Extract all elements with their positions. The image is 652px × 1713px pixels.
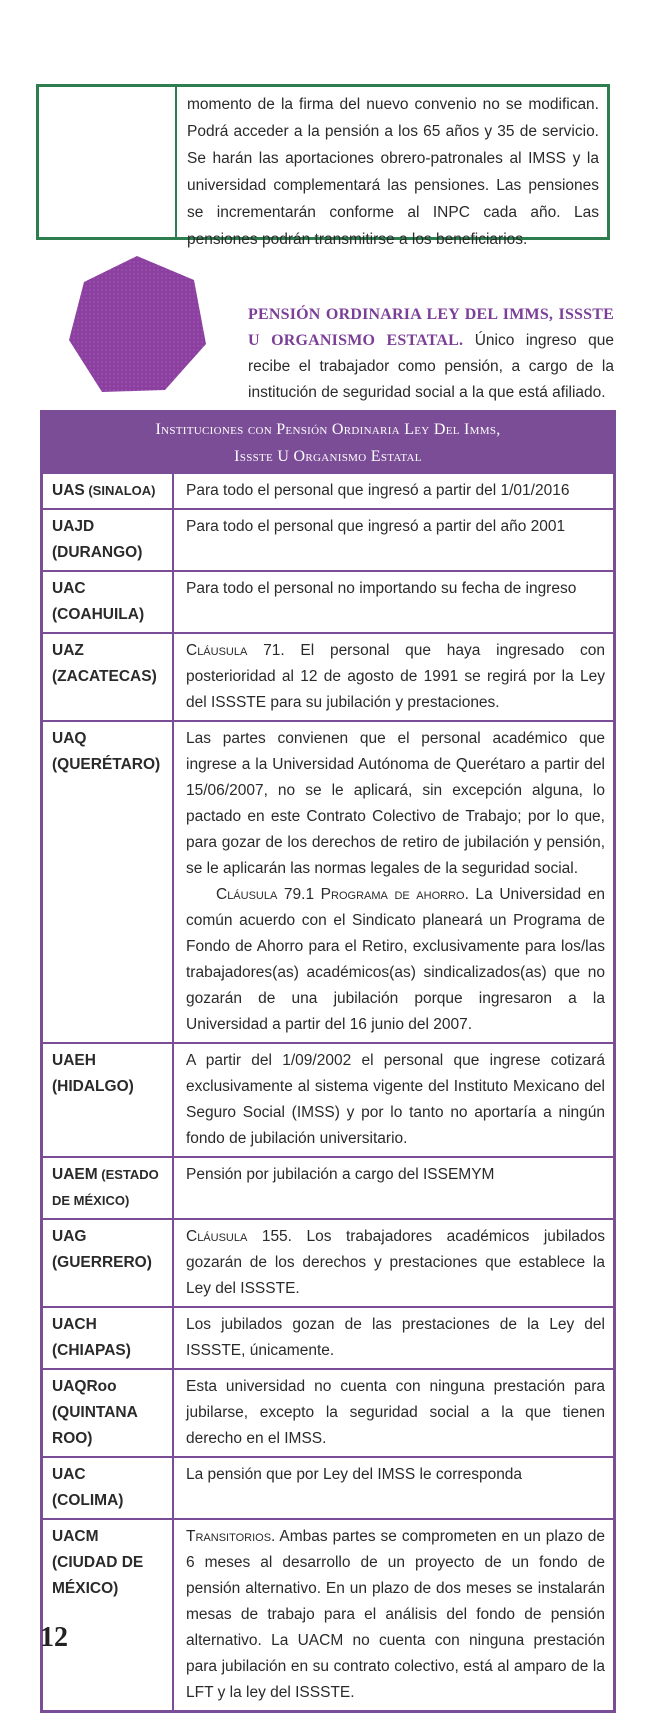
- university-cell: UAC (COAHUILA): [43, 572, 174, 632]
- table-row: [43, 474, 613, 508]
- intro-paragraph: [248, 302, 614, 406]
- university-cell: UAZ (ZACATECAS): [43, 634, 174, 720]
- description-cell: [174, 634, 613, 720]
- university-cell: UAQ (QUERÉTARO): [43, 722, 174, 1042]
- description-paragraph: [186, 882, 605, 1038]
- description-cell: Pensión por jubilación a cargo del ISSEMYM: [186, 1166, 495, 1183]
- continuation-box: [36, 84, 610, 248]
- clause-label: Transitorios.: [186, 1528, 276, 1545]
- description-cell: Esta universidad no cuenta con ninguna prestación para jubilarse, excepto la seguridad social a la que tienen derecho en el IMSS.: [186, 1378, 605, 1447]
- clause-text: Ambas partes se comprometen en un plazo de 6 meses al desarrollo de un proyecto de un fondo de pensión alternativo. En un plazo de dos meses se instalarán mesas de trabajo para el análisis del fondo de pensión alternativo. La UACM no cuenta con ninguna prestación para jubilación en su contrato colectivo, está al amparo de la LFT y la ley del ISSSTE.: [186, 1528, 605, 1701]
- state-name: (SINALOA): [84, 483, 156, 498]
- university-cell: UACM (CIUDAD DE MÉXICO): [43, 1520, 174, 1710]
- description-cell: [174, 1220, 613, 1306]
- clause-label: Cláusula 79.1 Programa de ahorro.: [216, 886, 469, 903]
- hexagon-icon: [64, 252, 210, 398]
- description-cell: La pensión que por Ley del IMSS le corresponda: [186, 1466, 523, 1483]
- clause-label: Cláusula: [186, 642, 248, 659]
- table-row: [43, 632, 613, 720]
- university-cell: [43, 474, 174, 508]
- table-row: [43, 1368, 613, 1456]
- table-row: [43, 1042, 613, 1156]
- state-name: (ESTADO DE MÉXICO): [52, 1167, 159, 1208]
- clause-text: La Universidad en común acuerdo con el Sindicato planeará un Programa de Fondo de Ahorro para el Retiro, exclusivamente para los/las trabajadores(as) académicos(as) sindicalizados(as) que no gozarán de una jubilación porque ingresaron a la Universidad a partir del 16 junio del 2007.: [186, 886, 606, 1033]
- table-row: [43, 570, 613, 632]
- page-number: 12: [40, 1622, 68, 1653]
- university-name: UAEM: [52, 1166, 98, 1183]
- university-cell: [43, 1158, 174, 1218]
- intro-heading: PENSIÓN ORDINARIA LEY DEL IMMS, ISSSTE U ORGANISMO ESTATAL.: [248, 306, 614, 349]
- table-row: [43, 720, 613, 1042]
- table-body: [40, 474, 616, 1713]
- table-header: Instituciones con Pensión Ordinaria Ley Del Imms, Issste U Organismo Estatal: [40, 410, 616, 474]
- table-row: [43, 1306, 613, 1368]
- description-cell: [174, 722, 613, 1042]
- description-cell: Para todo el personal no importando su fecha de ingreso: [186, 580, 577, 597]
- clause-text: 155. Los trabajadores académicos jubilados gozarán de los derechos y prestaciones que establece la Ley del ISSSTE.: [186, 1228, 605, 1297]
- description-cell: Los jubilados gozan de las prestaciones de la Ley del ISSSTE, únicamente.: [186, 1316, 605, 1359]
- university-cell: UAJD (DURANGO): [43, 510, 174, 570]
- university-name: UAS: [52, 482, 85, 499]
- description-cell: Para todo el personal que ingresó a partir del año 2001: [186, 518, 566, 535]
- intro-body: Único ingreso que recibe el trabajador como pensión, a cargo de la institución de seguridad social a la que está afiliado.: [248, 332, 614, 401]
- description-cell: [174, 1520, 613, 1710]
- description-cell: A partir del 1/09/2002 el personal que ingrese cotizará exclusivamente al sistema vigente del Instituto Mexicano del Seguro Social (IMSS) y por lo tanto no aportaría a ningún fondo de jubilación universitario.: [186, 1052, 605, 1147]
- university-cell: UAEH (HIDALGO): [43, 1044, 174, 1156]
- continuation-empty-cell: [39, 87, 177, 237]
- university-cell: UAC (COLIMA): [43, 1458, 174, 1518]
- table-row: [43, 508, 613, 570]
- pension-table: [40, 410, 616, 1713]
- table-row: [43, 1218, 613, 1306]
- table-row: [43, 1156, 613, 1218]
- clause-label: Cláusula: [186, 1228, 248, 1245]
- description-cell: Para todo el personal que ingresó a partir del 1/01/2016: [186, 482, 570, 499]
- clause-text: 71. El personal que haya ingresado con posterioridad al 12 de agosto de 1991 se regirá por la Ley del ISSSTE para su jubilación y prestaciones.: [186, 642, 605, 711]
- description-paragraph: Las partes convienen que el personal académico que ingrese a la Universidad Autónoma de Querétaro a partir del 15/06/2007, no se le aplicará, sin excepción alguna, lo pactado en este Contrato Colectivo de Trabajo; por lo que, para gozar de los derechos de retiro de jubilación y pensión, se le aplicarán las normas legales de la seguridad social.: [186, 730, 605, 877]
- university-cell: UAQRoo (QUINTANA ROO): [43, 1370, 174, 1456]
- table-row: [43, 1518, 613, 1710]
- university-cell: UAG (GUERRERO): [43, 1220, 174, 1306]
- continuation-text: momento de la firma del nuevo convenio no se modifican. Podrá acceder a la pensión a los 65 años y 35 de servicio. Se harán las aportaciones obrero-patronales al IMSS y la universidad complementará las pensiones. Las pensiones se incrementarán conforme al INPC cada año. Las pensiones podrán transmitirse a los beneficiarios.: [187, 96, 599, 248]
- table-row: [43, 1456, 613, 1518]
- university-cell: UACH (CHIAPAS): [43, 1308, 174, 1368]
